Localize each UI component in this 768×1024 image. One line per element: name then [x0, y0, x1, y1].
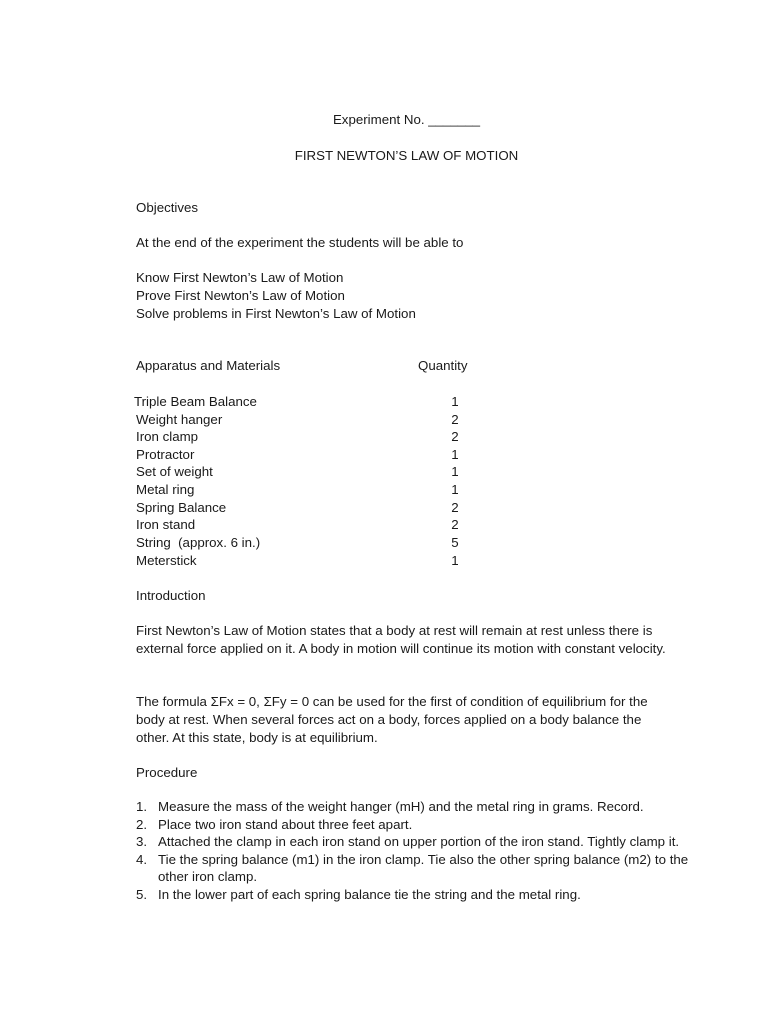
- apparatus-item-name: Weight hanger: [136, 412, 223, 427]
- quantity-heading: Quantity: [418, 358, 468, 373]
- step-text: Measure the mass of the weight hanger (mH) and the metal ring in grams. Record.: [158, 799, 644, 814]
- procedure-step: [136, 851, 696, 886]
- apparatus-item-qty: 1: [451, 482, 459, 497]
- objectives-intro: At the end of the experiment the students will be able to: [136, 235, 464, 250]
- step-text: In the lower part of each spring balance tie the string and the metal ring.: [158, 886, 581, 902]
- introduction-heading: Introduction: [136, 588, 206, 603]
- apparatus-item-qty: 1: [451, 464, 459, 479]
- apparatus-item-qty: 1: [451, 447, 459, 462]
- introduction-paragraph: First Newton’s Law of Motion states that a body at rest will remain at rest unless there is external force applied on it. A body in motion will continue its motion with constant velocity.: [136, 623, 666, 656]
- apparatus-item-name: Triple Beam Balance: [134, 394, 257, 409]
- objectives-heading: Objectives: [136, 200, 199, 215]
- document-title: FIRST NEWTON’S LAW OF MOTION: [294, 148, 519, 163]
- apparatus-item-name: String (approx. 6 in.): [136, 535, 261, 550]
- apparatus-item-qty: 2: [451, 429, 459, 444]
- objective-item: Prove First Newton’s Law of Motion: [136, 288, 345, 303]
- apparatus-item-qty: 2: [451, 500, 459, 515]
- step-number: 4.: [136, 851, 148, 867]
- apparatus-heading: Apparatus and Materials: [136, 358, 281, 373]
- procedure-step: [136, 816, 696, 834]
- step-number: 3.: [136, 834, 148, 850]
- introduction-paragraph: The formula ΣFx = 0, ΣFy = 0 can be used for the first of condition of equilibrium for the body at rest. When several forces act on a body, forces applied on a body balance the other. At this state, body is at equilibrium.: [136, 694, 648, 745]
- objective-item: Solve problems in First Newton’s Law of Motion: [136, 306, 416, 321]
- step-number: 2.: [136, 816, 148, 832]
- apparatus-item-qty: 2: [451, 412, 459, 427]
- apparatus-item-qty: 1: [451, 394, 459, 409]
- apparatus-item-qty: 1: [451, 553, 459, 568]
- step-text: Attached the clamp in each iron stand on upper portion of the iron stand. Tightly clamp it.: [158, 834, 680, 850]
- procedure-steps: [136, 798, 696, 904]
- apparatus-item-qty: 5: [451, 535, 459, 550]
- procedure-step: [136, 886, 696, 904]
- apparatus-item-name: Iron stand: [136, 517, 196, 532]
- apparatus-item-name: Set of weight: [136, 464, 213, 479]
- apparatus-item-qty: 2: [451, 517, 459, 532]
- apparatus-item-name: Meterstick: [136, 553, 197, 568]
- step-number: 5.: [136, 886, 148, 902]
- experiment-number: Experiment No. _______: [332, 112, 481, 127]
- step-text: Tie the spring balance (m1) in the iron clamp. Tie also the other spring balance (m2) to the other iron clamp.: [158, 851, 689, 885]
- procedure-heading: Procedure: [136, 765, 198, 780]
- step-number: 1.: [136, 799, 148, 814]
- apparatus-item-name: Protractor: [136, 447, 195, 462]
- apparatus-item-name: Iron clamp: [136, 429, 199, 444]
- procedure-step: [136, 798, 696, 816]
- step-text: Place two iron stand about three feet apart.: [158, 816, 413, 832]
- apparatus-item-name: Spring Balance: [136, 500, 227, 515]
- objective-item: Know First Newton’s Law of Motion: [136, 270, 344, 285]
- procedure-step: [136, 833, 696, 851]
- apparatus-item-name: Metal ring: [136, 482, 195, 497]
